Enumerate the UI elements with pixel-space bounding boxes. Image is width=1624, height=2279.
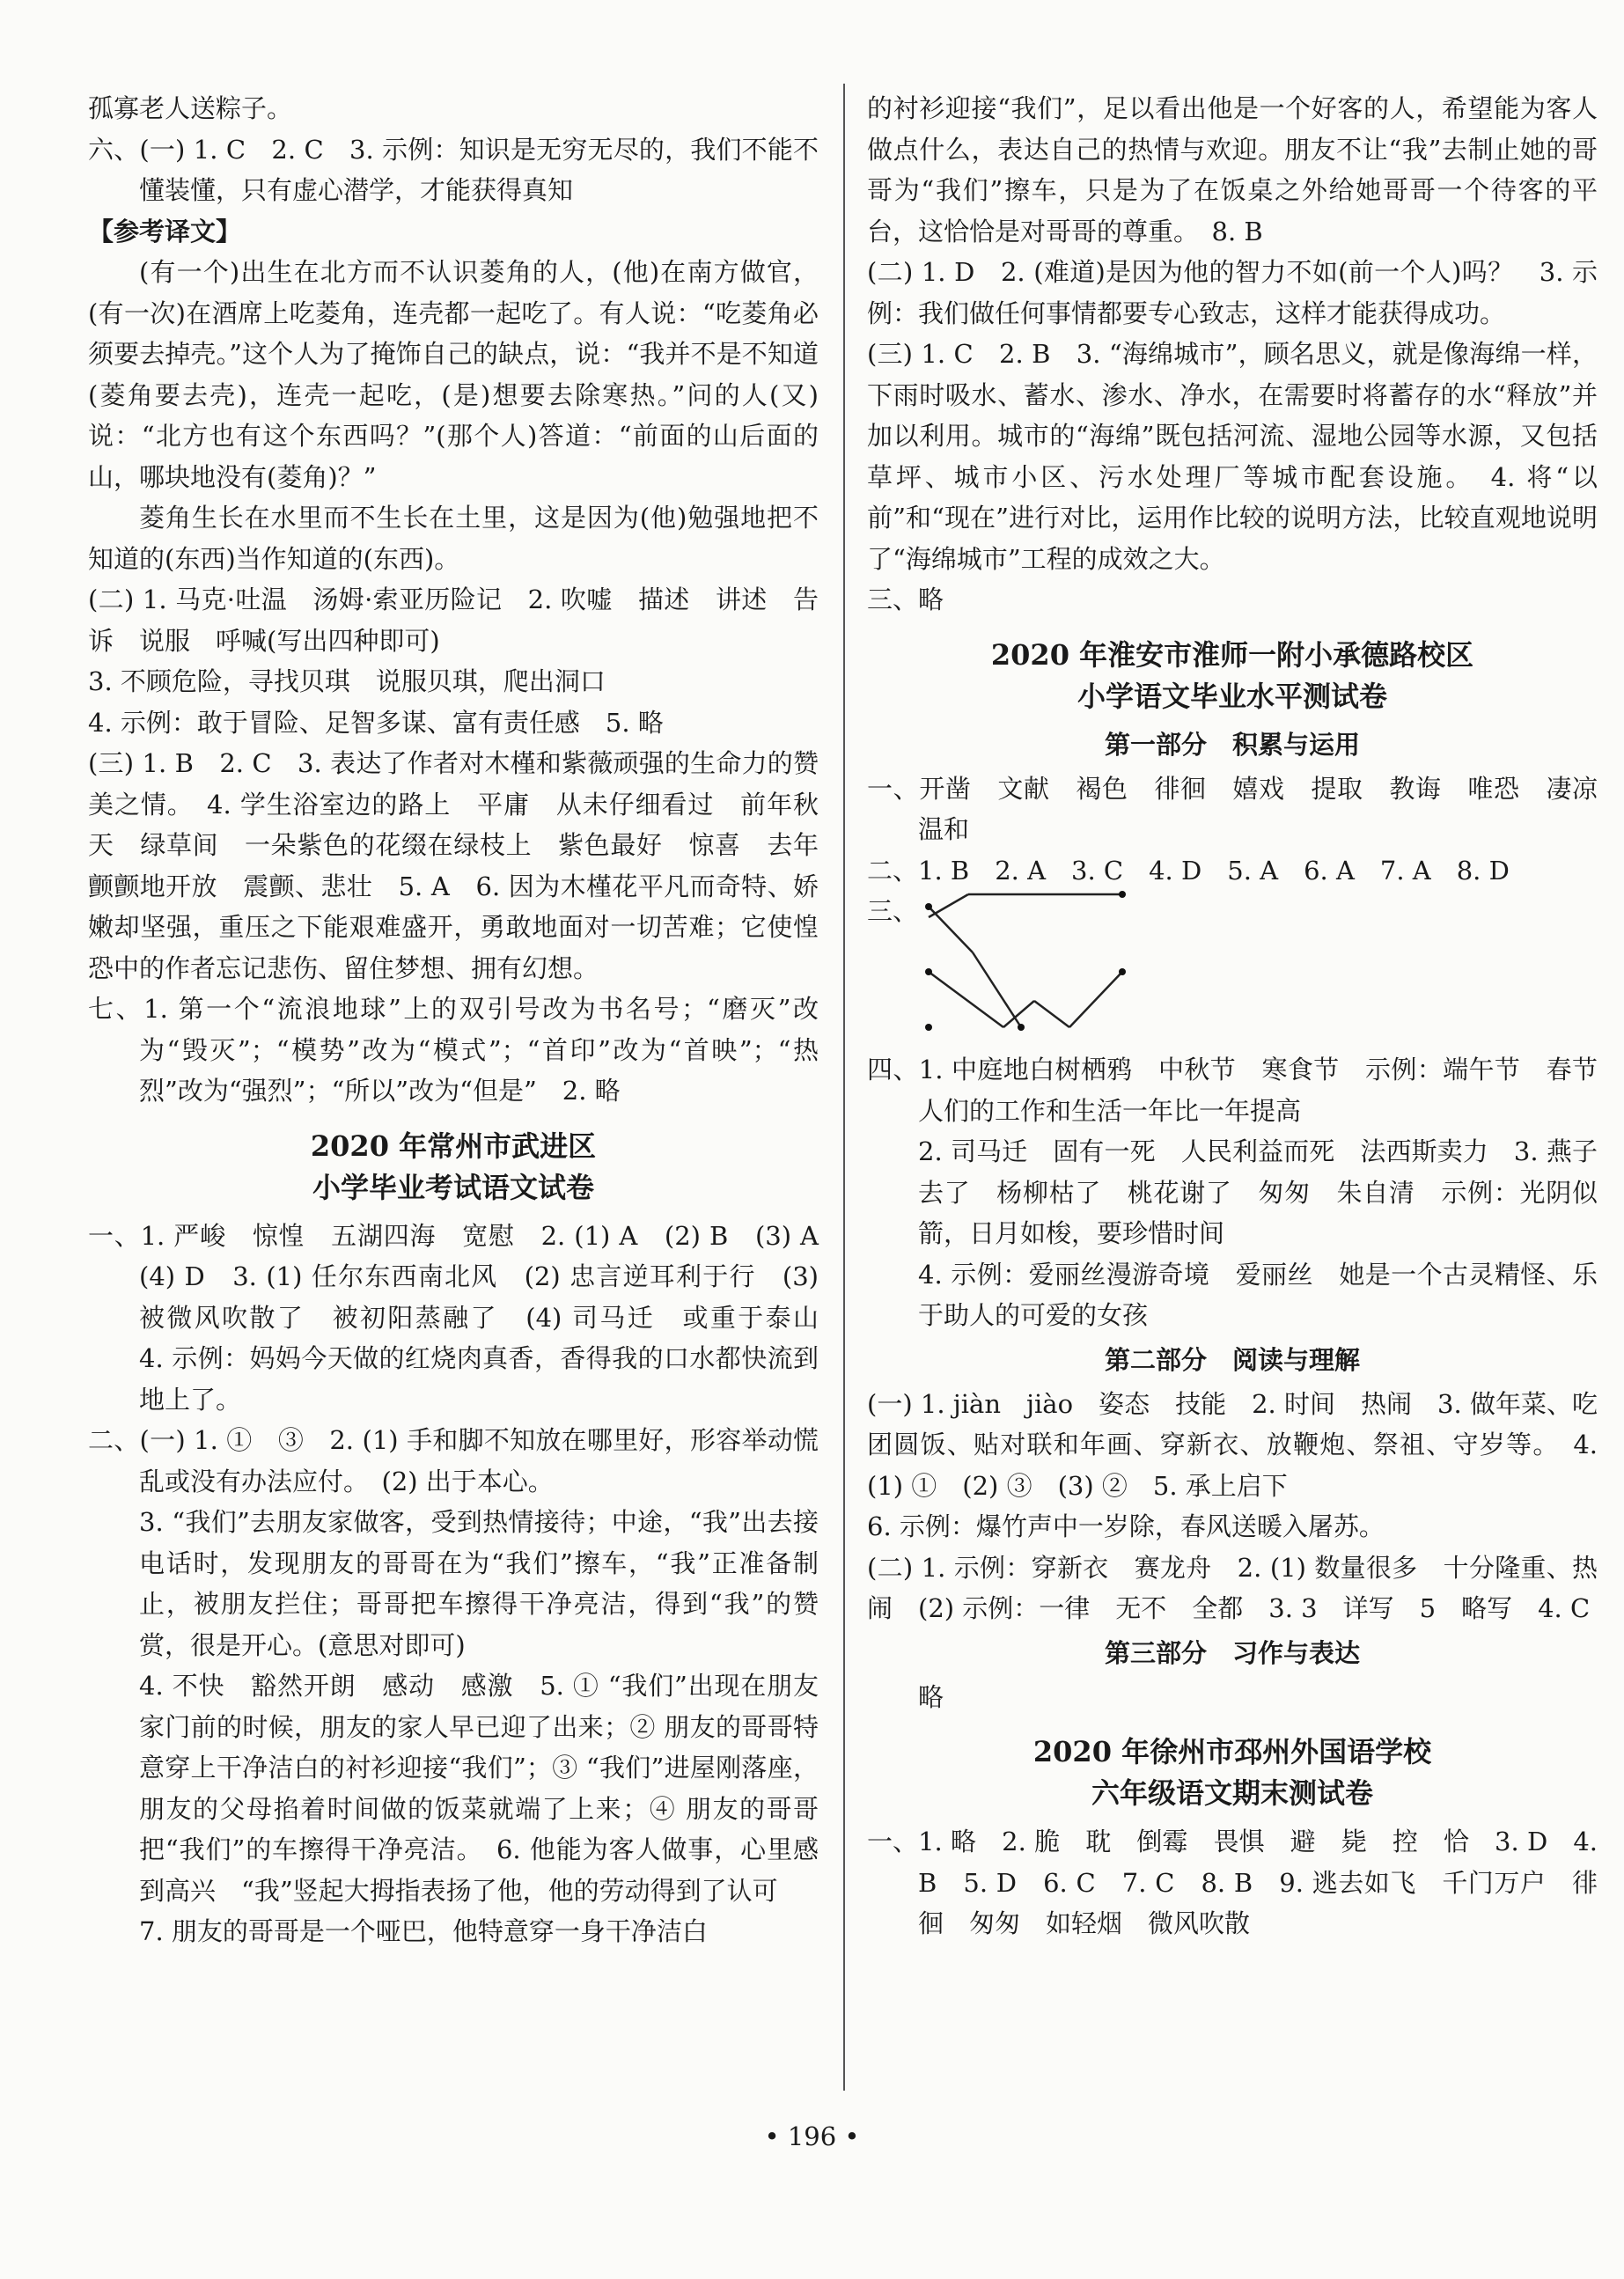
answer-line: 一、1. 略 2. 脆 耽 倒霉 畏惧 避 毙 控 恰 3. D 4. B 5. D 6. C 7. C 8. B 9. 逃去如飞 千门万户 徘徊 匆匆 如轻烟 微风吹散 bbox=[867, 1827, 1606, 1938]
answer-line: 7. 朋友的哥哥是一个哑巴，他特意穿一身干净洁白 bbox=[139, 1916, 708, 1946]
answer-line: (二) 1. 马克·吐温 汤姆·索亚历险记 2. 吹嘘 描述 讲述 告诉 说服 呼喊(写出四种即可) bbox=[88, 584, 819, 656]
match-point bbox=[1119, 891, 1126, 898]
match-line bbox=[1069, 972, 1122, 1027]
part-title: 第二部分 阅读与理解 bbox=[1104, 1344, 1360, 1375]
answer-line: 七、1. 第一个“流浪地球”上的双引号改为书名号；“磨灭”改为“毁灭”；“模势”改为“模式”；“首印”改为“首映”；“热烈”改为“强烈”；“所以”改为“但是” 2. 略 bbox=[88, 994, 819, 1106]
answer-line: 一、1. 严峻 惊惶 五湖四海 宽慰 2. (1) A (2) B (3) A (4) D 3. (1) 任尔东西南北风 (2) 忠言逆耳利于行 (3) 被微风吹散了 被初阳蒸融了 (4) 司马迁 或重于泰山 4. 示例：妈妈今天做的红烧肉真香，香得我的口水都快流到地上了。 bbox=[88, 1220, 845, 1415]
answer-line: (一) 1. jiàn jiào 姿态 技能 2. 时间 热闹 3. 做年菜、吃团圆饭、贴对联和年画、穿新衣、放鞭炮、祭祖、守岁等。 4. (1) ① (2) ③ (3) ② 5. 承上启下 bbox=[867, 1388, 1606, 1501]
answer-line: (二) 1. 示例：穿新衣 赛龙舟 2. (1) 数量很多 十分隆重、热闹 (2) 示例：一律 无不 全都 3. 3 详写 5 略写 4. C bbox=[867, 1552, 1598, 1623]
section-title-line: 六年级语文期末测试卷 bbox=[1091, 1776, 1373, 1810]
match-line bbox=[1034, 1001, 1069, 1027]
match-point bbox=[1119, 968, 1126, 975]
section-title bbox=[88, 1126, 819, 1209]
answer-line: 4. 不快 豁然开朗 感动 感激 5. ① “我们”出现在朋友家门前的时候，朋友的家人早已迎了出来；② 朋友的哥哥特意穿上干净洁白的衬衫迎接“我们”；③ “我们”进屋刚落座，朋友的父母掐着时间做的饭菜就端了上来；④ 朋友的哥哥把“我们”的车擦得干净亮洁。 6. 他能为客人做事，心里感到高兴 “我”竖起大拇指表扬了他，他的劳动得到了认可 bbox=[139, 1671, 819, 1906]
translation-heading: 【参考译文】 bbox=[88, 216, 242, 246]
match-line bbox=[929, 972, 1003, 1027]
answer-line: 的衬衫迎接“我们”，足以看出他是一个好客的人，希望能为客人做点什么，表达自己的热情与欢迎。朋友不让“我”去制止她的哥哥为“我们”擦车，只是为了在饭桌之外给她哥哥一个待客的平台，这恰恰是对哥哥的尊重。 8. B bbox=[867, 93, 1598, 246]
answer-line: 4. 示例：爱丽丝漫游奇境 爱丽丝 她是一个古灵精怪、乐于助人的可爱的女孩 bbox=[918, 1259, 1598, 1330]
part-title: 第一部分 积累与运用 bbox=[1104, 729, 1360, 760]
section-title-line: 小学毕业考试语文试卷 bbox=[312, 1170, 594, 1204]
answer-line: (三) 1. B 2. C 3. 表达了作者对木槿和紫薇顽强的生命力的赞美之情。 4. 学生浴室边的路上 平庸 从未仔细看过 前年秋天 绿草间 一朵紫色的花缀在绿枝上 紫色最好 惊喜 去年 颤颤地开放 震颤、悲壮 5. A 6. 因为木槿花平凡而奇特、娇嫩却坚强，重压之下能艰难盛开，勇敢地面对一切苦难；它使惶恐中的作者忘记悲伤、留住梦想、拥有幻想。 bbox=[88, 748, 845, 983]
page-number: • 196 • bbox=[764, 2121, 860, 2151]
match-point bbox=[925, 1024, 932, 1031]
answer-line: 二、(一) 1. ① ③ 2. (1) 手和脚不知放在哪里好，形容举动慌乱或没有办法应付。 (2) 出于本心。 bbox=[88, 1425, 819, 1496]
answer-line: 略 bbox=[918, 1681, 944, 1712]
match-point bbox=[925, 903, 932, 910]
match-line bbox=[973, 952, 1021, 1027]
answer-line: 六、(一) 1. C 2. C 3. 示例：知识是无穷无尽的，我们不能不懂装懂，只有虚心潜学，才能获得真知 bbox=[88, 134, 819, 205]
matching-diagram bbox=[867, 891, 1598, 1049]
answer-line: (二) 1. D 2. (难道)是因为他的智力不如(前一个人)吗？ 3. 示例：我们做任何事情都要专心致志，这样才能获得成功。 bbox=[867, 257, 1598, 328]
section-title bbox=[867, 635, 1598, 717]
answer-line: 3. “我们”去朋友家做客，受到热情接待；中途，“我”出去接电话时，发现朋友的哥哥在为“我们”擦车，“我”正准备制止，被朋友拦住；哥哥把车擦得干净亮洁，得到“我”的赞赏，很是开心。(意思对即可) bbox=[139, 1507, 819, 1660]
match-line bbox=[929, 894, 968, 917]
answer-line: 6. 示例：爆竹声中一岁除，春风送暖入屠苏。 bbox=[867, 1511, 1385, 1541]
answer-line: 四、1. 中庭地白树栖鸦 中秋节 寒食节 示例：端午节 春节 人们的工作和生活一年比一年提高 bbox=[867, 1055, 1624, 1126]
answer-line: 孤寡老人送粽子。 bbox=[88, 93, 293, 123]
matching-lines-svg bbox=[867, 891, 1131, 1049]
section-title-line: 2020 年淮安市淮师一附小承德路校区 bbox=[990, 637, 1474, 672]
answer-line: 二、1. B 2. A 3. C 4. D 5. A 6. A 7. A 8. D bbox=[867, 855, 1510, 886]
match-point bbox=[925, 968, 932, 975]
section-title-line: 小学语文毕业水平测试卷 bbox=[1077, 679, 1387, 713]
right-column bbox=[867, 88, 1624, 1945]
answer-line: (三) 1. C 2. B 3. “海绵城市”，顾名思义，就是像海绵一样，下雨时吸水、蓄水、渗水、净水，在需要时将蓄存的水“释放”并加以利用。城市的“海绵”既包括河流、湿地公园等水源，又包括草坪、城市小区、污水处理厂等城市配套设施。 4. 将“以前”和“现在”进行对比，运用作比较的说明方法，比较直观地说明了“海绵城市”工程的成效之大。 bbox=[867, 339, 1598, 574]
section-title-line: 2020 年徐州市邳州外国语学校 bbox=[1032, 1735, 1432, 1768]
match-point bbox=[1018, 1024, 1025, 1031]
answer-line: 一、开凿 文献 褐色 徘徊 嬉戏 提取 教诲 唯恐 凄凉 温和 bbox=[867, 773, 1624, 844]
part-title: 第三部分 习作与表达 bbox=[1104, 1637, 1360, 1668]
answer-line: 三、略 bbox=[867, 584, 944, 614]
section-title-line: 2020 年常州市武进区 bbox=[310, 1128, 597, 1163]
left-column bbox=[88, 88, 845, 1952]
translation-paragraph: 菱角生长在水里而不生长在土里，这是因为(他)勉强地把不知道的(东西)当作知道的(东西)。 bbox=[88, 503, 819, 574]
section-title bbox=[867, 1731, 1598, 1814]
answer-line: 4. 示例：敢于冒险、足智多谋、富有责任感 5. 略 bbox=[88, 707, 664, 738]
translation-paragraph: (有一个)出生在北方而不认识菱角的人，(他)在南方做官，(有一次)在酒席上吃菱角，连壳都一起吃了。有人说：“吃菱角必须要去掉壳。”这个人为了掩饰自己的缺点，说：“我并不是不知道(菱角要去壳)，连壳一起吃，(是)想要去除寒热。”问的人(又)说：“北方也有这个东西吗？”(那个人)答道：“前面的山后面的山，哪块地没有(菱角)？” bbox=[88, 257, 819, 492]
answer-line: 2. 司马迁 固有一死 人民利益而死 法西斯卖力 3. 燕子去了 杨柳枯了 桃花谢了 匆匆 朱自清 示例：光阴似箭，日月如梭，要珍惜时间 bbox=[918, 1136, 1598, 1248]
column-divider bbox=[843, 84, 845, 2091]
diagram-label: 三、 bbox=[867, 896, 919, 926]
answer-line: 3. 不顾危险，寻找贝琪 说服贝琪，爬出洞口 bbox=[88, 666, 606, 696]
